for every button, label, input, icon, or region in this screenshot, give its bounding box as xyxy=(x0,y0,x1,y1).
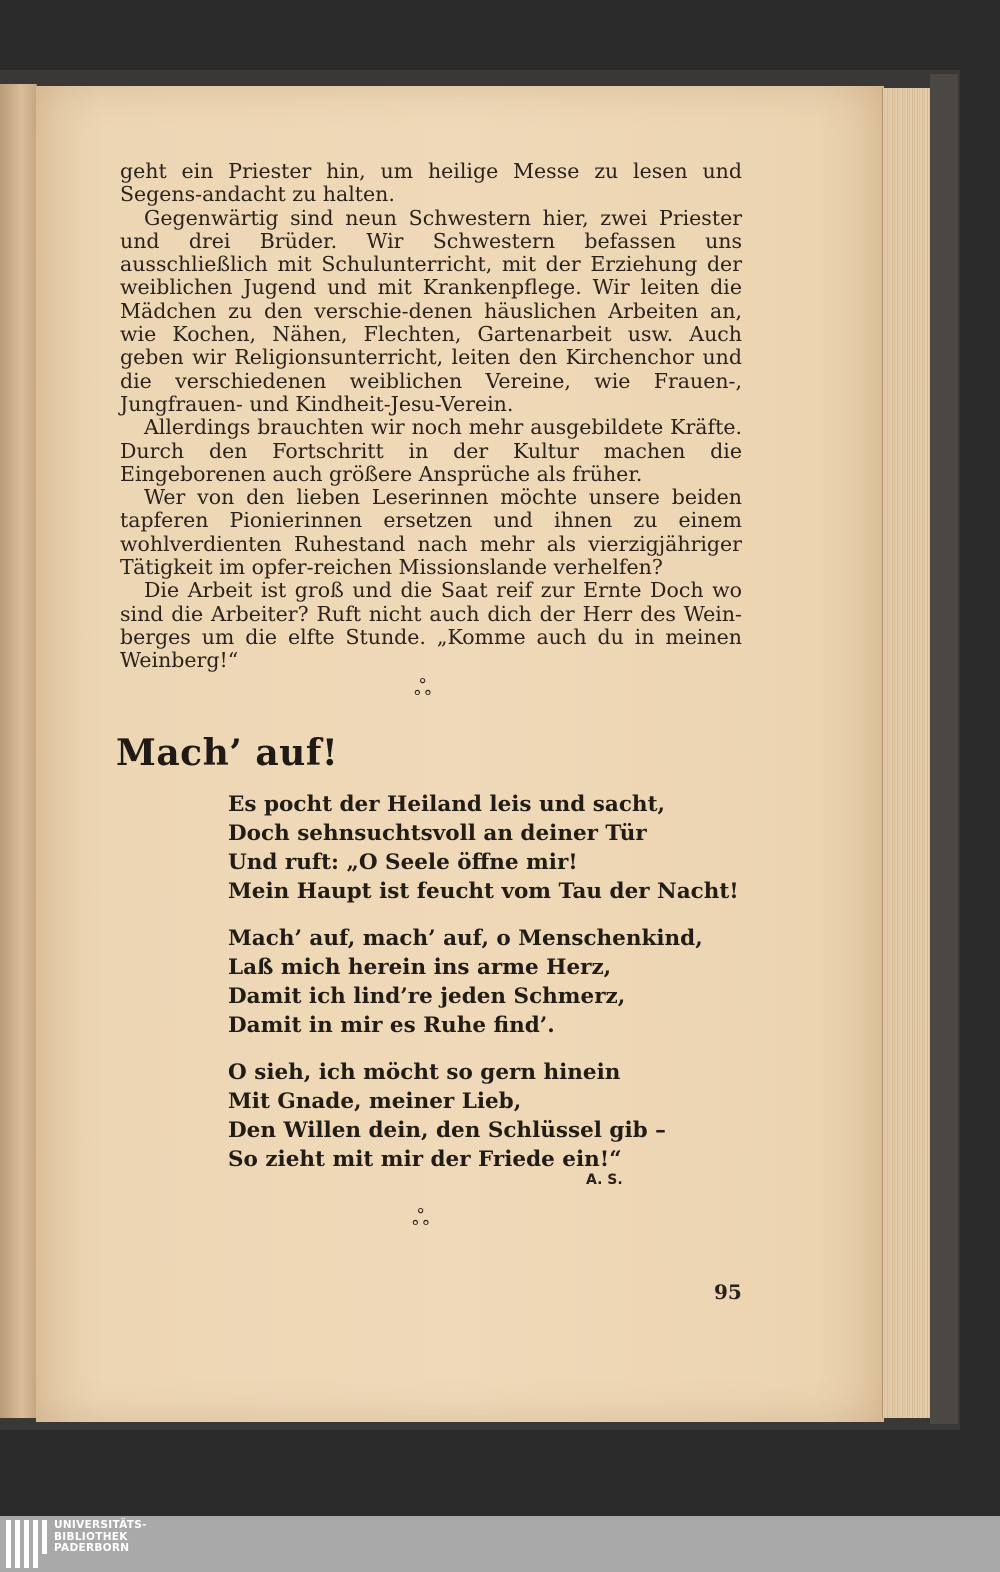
poem-line: Laß mich herein ins arme Herz, xyxy=(228,955,612,980)
poem-line: Mein Haupt ist feucht vom Tau der Nacht! xyxy=(228,879,739,904)
logo-line: BIBLIOTHEK xyxy=(54,1530,128,1543)
poem-title: Mach’ auf! xyxy=(116,732,339,774)
paragraph: Wer von den lieben Leserinnen möchte unsere beiden tapferen Pionierinnen ersetzen und ihnen zu einem wohlverdienten Ruhestand nach mehr als vierzigjähriger Tätigkeit im opfer-reichen Missionslande verhelfen? xyxy=(120,485,742,580)
poem-line: Damit in mir es Ruhe find’. xyxy=(228,1013,555,1038)
poem-line: Doch sehnsuchtsvoll an deiner Tür xyxy=(228,821,647,846)
logo-line: PADERBORN xyxy=(54,1542,130,1554)
library-logo-icon xyxy=(4,1520,48,1568)
paragraph: Die Arbeit ist groß und die Saat reif zur Ernte Doch wo sind die Arbeiter? Ruft nicht auch dich der Herr des Wein-berges um die elfte Stunde. „Komme auch du in meinen Weinberg!“ xyxy=(120,578,742,673)
logo-line: UNIVERSITÄTS- xyxy=(54,1519,147,1531)
ornament-icon: ஃ xyxy=(412,1206,430,1231)
poem-line: So zieht mit mir der Friede ein!“ xyxy=(228,1147,622,1172)
poem-signature: A. S. xyxy=(586,1172,623,1188)
poem-line: Es pocht der Heiland leis und sacht, xyxy=(228,792,665,817)
poem-line: Den Willen dein, den Schlüssel gib – xyxy=(228,1118,666,1143)
poem-line: Und ruft: „O Seele öffne mir! xyxy=(228,850,578,875)
poem-line: Damit ich lind’re jeden Schmerz, xyxy=(228,984,626,1009)
paragraph: geht ein Priester hin, um heilige Messe zu lesen und Segens-andacht zu halten. xyxy=(120,159,742,207)
stanza xyxy=(228,790,739,906)
poem-line: Mach’ auf, mach’ auf, o Menschenkind, xyxy=(228,926,703,951)
poem xyxy=(228,790,739,1192)
page-number: 95 xyxy=(714,1280,742,1304)
article-text xyxy=(120,160,742,673)
stanza xyxy=(228,1058,739,1174)
stanza xyxy=(228,924,739,1040)
page-stack-edge xyxy=(882,88,931,1418)
paragraph: Allerdings brauchten wir noch mehr ausgebildete Kräfte. Durch den Fortschritt in der Kultur machen die Eingeborenen auch größere Ansprüche als früher. xyxy=(120,415,742,486)
left-page-edge xyxy=(0,84,37,1418)
ornament-icon: ஃ xyxy=(414,676,432,701)
book-cover-edge xyxy=(930,74,958,1424)
paragraph: Gegenwärtig sind neun Schwestern hier, zwei Priester und drei Brüder. Wir Schwestern befassen uns ausschließlich mit Schulunterricht, mit der Erziehung der weiblichen Jugend und mit Krankenpflege. Wir leiten die Mädchen zu den verschie-denen häuslichen Arbeiten an, wie Kochen, Nähen, Flechten, Gartenarbeit usw. Auch geben wir Religionsunterricht, leiten den Kirchenchor und die verschiedenen weiblichen Vereine, wie Frauen-, Jungfrauen- und Kindheit-Jesu-Verein. xyxy=(120,205,742,416)
poem-line: O sieh, ich möcht so gern hinein xyxy=(228,1060,621,1085)
library-logo-text xyxy=(54,1520,147,1555)
footer-bar xyxy=(0,1516,1000,1572)
poem-line: Mit Gnade, meiner Lieb, xyxy=(228,1089,522,1114)
